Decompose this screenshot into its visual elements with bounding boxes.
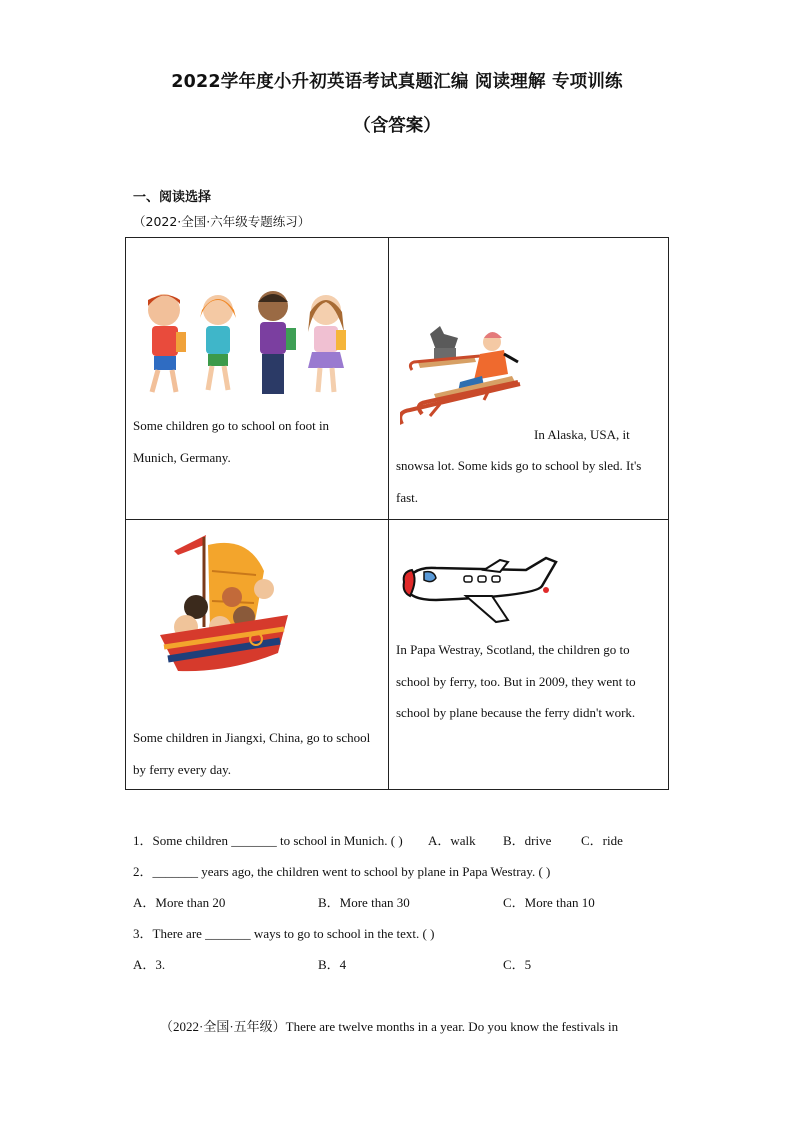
section-heading: 一、阅读选择 — [133, 190, 212, 205]
table-divider-vertical — [388, 238, 389, 789]
document-subtitle: （含答案） — [353, 116, 441, 136]
question-3-stem: 3．There are _______ ways to go to school in the text. ( ) — [133, 926, 435, 941]
question-1-option-c[interactable]: C．ride — [581, 833, 623, 848]
question-1-option-b[interactable]: B．drive — [503, 833, 552, 848]
cell-sled-text-line1: In Alaska, USA, it — [534, 427, 630, 442]
question-3-option-b[interactable]: B．4 — [318, 957, 347, 972]
question-2-option-b[interactable]: B．More than 30 — [318, 895, 410, 910]
cell-ferry-text: Some children in Jiangxi, China, go to school by ferry every day. — [133, 730, 371, 777]
question-2-stem: 2．_______ years ago, the children went to school by plane in Papa Westray. ( ) — [133, 864, 551, 879]
question-2-option-c[interactable]: C．More than 10 — [503, 895, 595, 910]
cell-walking-text: Some children go to school on foot in Munich, Germany. — [133, 418, 330, 465]
question-1-stem: 1．Some children _______ to school in Munich. ( ) — [133, 833, 403, 848]
plane-picture — [396, 556, 564, 626]
source-note: （2022·全国·六年级专题练习） — [133, 214, 311, 229]
cell-plane-text: In Papa Westray, Scotland, the children go to school by ferry, too. But in 2009, they went to school by plane because the ferry didn't work. — [396, 642, 636, 720]
question-3-option-c[interactable]: C．5 — [503, 957, 532, 972]
reading-table — [125, 237, 669, 790]
question-2-option-a[interactable]: A．More than 20 — [133, 895, 226, 910]
question-3-option-a[interactable]: A．3. — [133, 957, 166, 972]
ferry-picture — [138, 531, 298, 683]
document-title: 2022学年度小升初英语考试真题汇编 阅读理解 专项训练 — [171, 72, 623, 92]
sled-picture — [400, 320, 528, 442]
table-divider-horizontal — [126, 519, 668, 520]
question-1-option-a[interactable]: A．walk — [428, 833, 476, 848]
next-passage-intro: （2022·全国·五年级）There are twelve months in a year. Do you know the festivals in — [160, 1019, 619, 1034]
cell-sled-text: snowsa lot. Some kids go to school by sled. It's fast. — [396, 458, 642, 505]
walking-children-picture — [136, 288, 361, 406]
